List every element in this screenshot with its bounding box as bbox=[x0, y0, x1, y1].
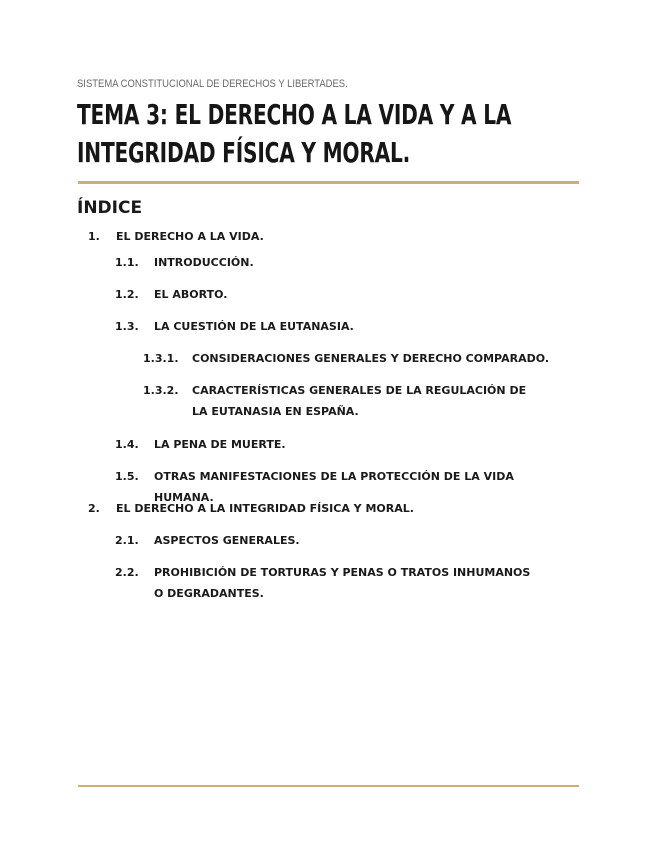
toc-number: 1. bbox=[88, 230, 100, 243]
toc-text: EL ABORTO. bbox=[154, 288, 228, 301]
toc-item-1-2[interactable] bbox=[115, 284, 575, 305]
index-heading: ÍNDICE bbox=[77, 198, 143, 218]
toc-item-1-3-1[interactable] bbox=[143, 348, 583, 369]
toc-number: 1.3. bbox=[115, 320, 139, 333]
course-subtitle: SISTEMA CONSTITUCIONAL DE DERECHOS Y LIBERTADES. bbox=[77, 78, 348, 90]
toc-item-1[interactable] bbox=[88, 226, 568, 247]
toc-text: EL DERECHO A LA VIDA. bbox=[116, 230, 264, 243]
toc-item-1-1[interactable] bbox=[115, 252, 575, 273]
toc-text: PROHIBICIÓN DE TORTURAS Y PENAS O TRATOS INHUMANOS O DEGRADANTES. bbox=[154, 566, 531, 600]
toc-number: 1.4. bbox=[115, 438, 139, 451]
toc-number: 1.3.2. bbox=[143, 384, 179, 397]
toc-text: ASPECTOS GENERALES. bbox=[154, 534, 300, 547]
footer-divider bbox=[78, 785, 579, 787]
title-line-1: TEMA 3: EL DERECHO A LA VIDA Y A LA bbox=[77, 98, 512, 131]
toc-item-1-4[interactable] bbox=[115, 434, 575, 455]
toc-item-2[interactable] bbox=[88, 498, 568, 519]
toc-item-1-5[interactable] bbox=[115, 466, 575, 504]
toc-text: EL DERECHO A LA INTEGRIDAD FÍSICA Y MORAL. bbox=[116, 502, 414, 515]
toc-number: 1.3.1. bbox=[143, 352, 179, 365]
toc-number: 1.2. bbox=[115, 288, 139, 301]
toc-item-1-3-2[interactable] bbox=[143, 380, 583, 422]
toc-text: INTRODUCCIÓN. bbox=[154, 256, 254, 269]
toc-number: 2.1. bbox=[115, 534, 139, 547]
toc-number: 2.2. bbox=[115, 566, 139, 579]
title-line-2: INTEGRIDAD FÍSICA Y MORAL. bbox=[77, 136, 411, 169]
toc-item-1-3[interactable] bbox=[115, 316, 575, 337]
toc-text: OTRAS MANIFESTACIONES DE LA PROTECCIÓN DE LA VIDA HUMANA. bbox=[154, 470, 514, 504]
toc-number: 2. bbox=[88, 502, 100, 515]
toc-text: CONSIDERACIONES GENERALES Y DERECHO COMPARADO. bbox=[192, 352, 550, 365]
toc-number: 1.5. bbox=[115, 470, 139, 483]
toc-number: 1.1. bbox=[115, 256, 139, 269]
toc-text: LA CUESTIÓN DE LA EUTANASIA. bbox=[154, 320, 354, 333]
toc-text: CARACTERÍSTICAS GENERALES DE LA REGULACIÓN DE LA EUTANASIA EN ESPAÑA. bbox=[192, 384, 527, 418]
toc-item-2-2[interactable] bbox=[115, 562, 575, 604]
toc-text: LA PENA DE MUERTE. bbox=[154, 438, 286, 451]
toc-item-2-1[interactable] bbox=[115, 530, 575, 551]
